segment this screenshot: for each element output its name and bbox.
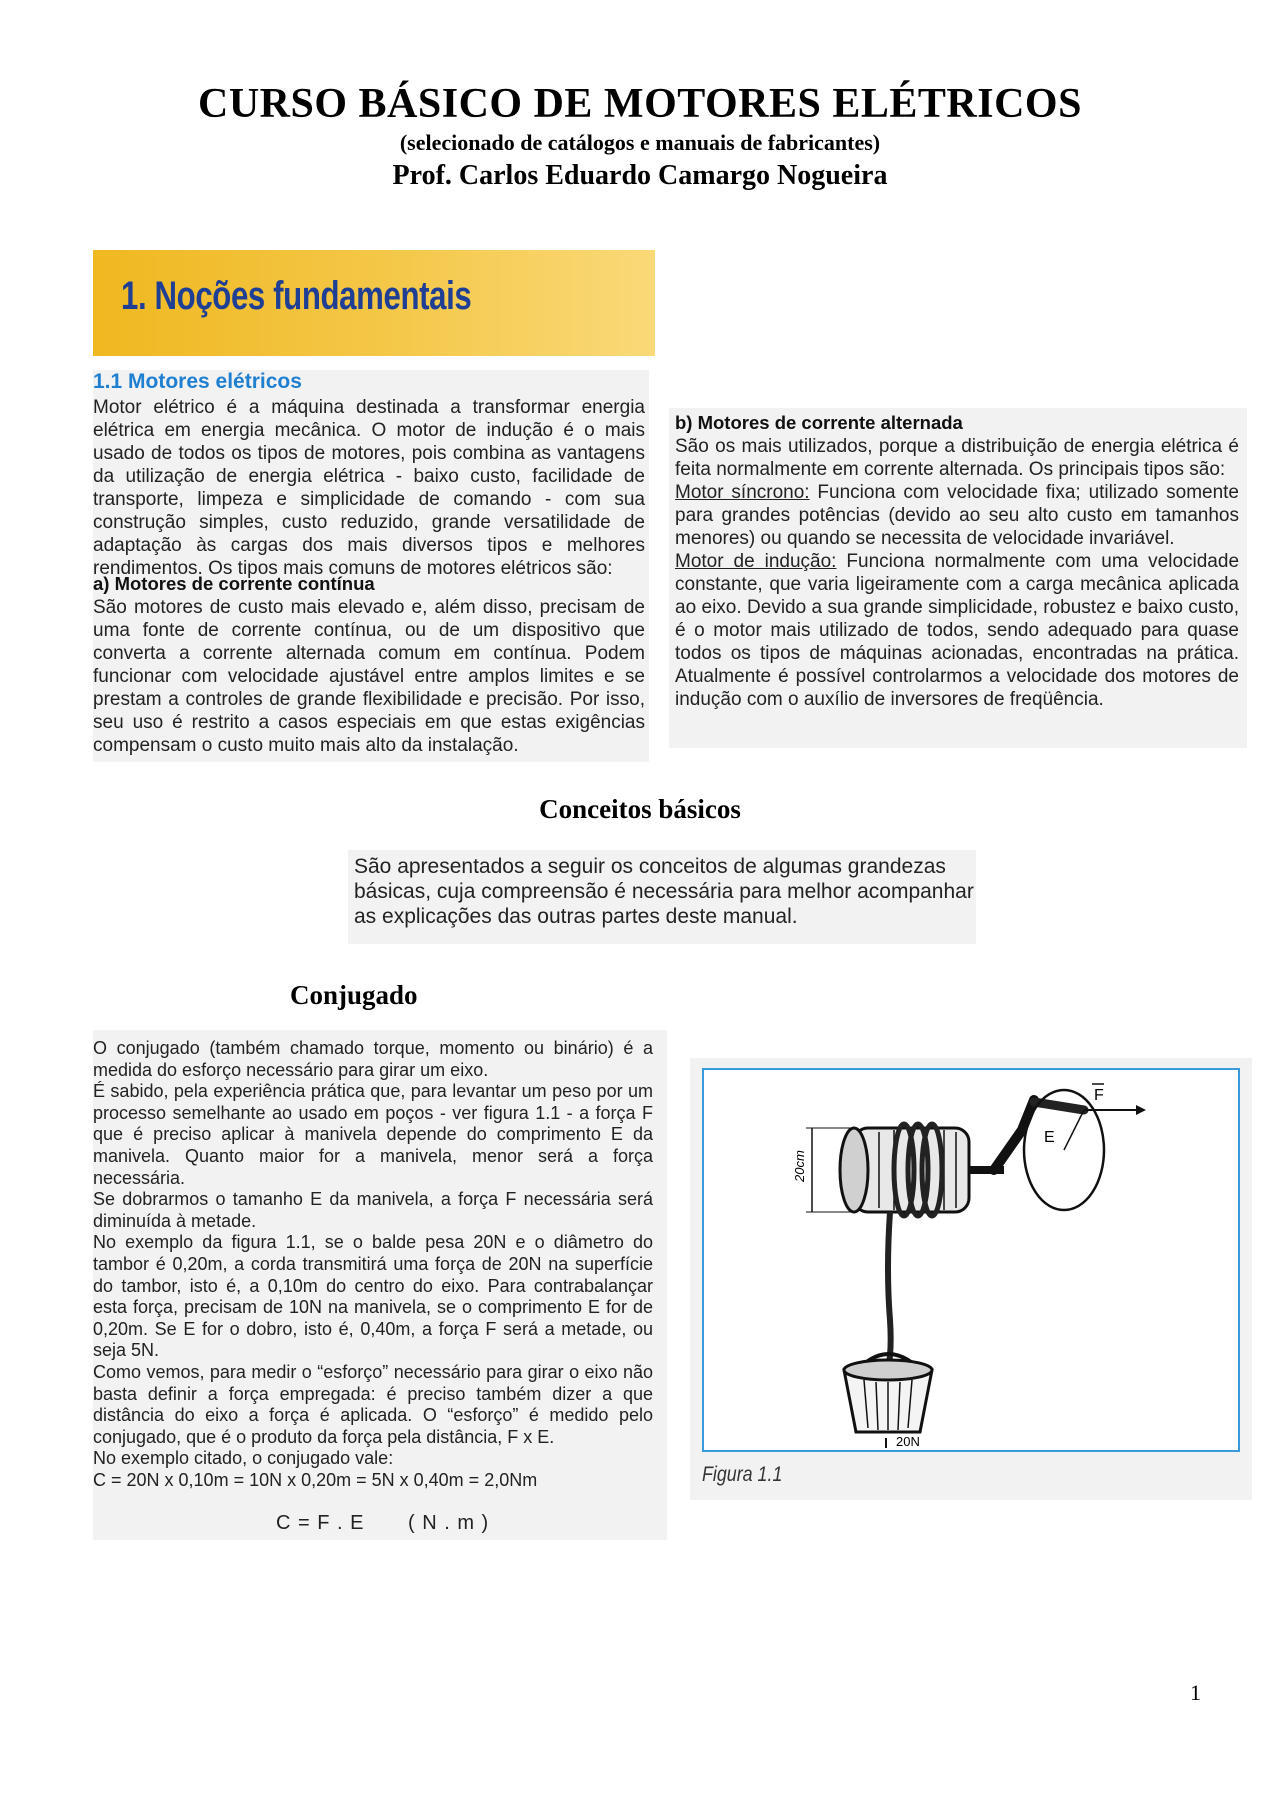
torque-formula: C = F . E <box>276 1512 365 1534</box>
ac-motors-heading: b) Motores de corrente alternada <box>675 412 963 433</box>
dc-motors-heading: a) Motores de corrente contínua <box>93 573 375 594</box>
drum-diameter-label: 20cm <box>792 1150 807 1182</box>
winch-illustration <box>704 1070 1238 1450</box>
sync-motor-label: Motor síncrono: <box>675 482 810 503</box>
torque-paragraph: É sabido, pela experiência prática que, para levantar um peso por um processo semelhante ao usado em poços - ver figura 1.1 - a força F que é preciso aplicar à manivela depende do comprimento E da manivela. Quanto maior for a manivela, menor será a força necessária. <box>93 1081 653 1188</box>
figure-caption: Figura 1.1 <box>702 1463 783 1486</box>
weight-label: 20N <box>896 1434 920 1449</box>
intro-paragraph <box>93 396 645 580</box>
torque-equation: C = 20N x 0,10m = 10N x 0,20m = 5N x 0,40m = 2,0Nm <box>93 1469 538 1490</box>
section-ac-motors <box>669 408 1247 748</box>
dc-motors-paragraph <box>93 596 645 757</box>
page-number: 1 <box>1190 1680 1201 1705</box>
ac-motors-intro: São os mais utilizados, porque a distribuição de energia elétrica é feita normalmente em corrente alternada. Os principais tipos são: <box>675 436 1239 480</box>
crank-handle <box>1034 1102 1084 1110</box>
torque-formula-units: ( N . m ) <box>408 1512 490 1534</box>
drum-end <box>840 1128 868 1212</box>
document-author: Prof. Carlos Eduardo Camargo Nogueira <box>392 160 888 191</box>
rope <box>888 1212 891 1370</box>
intro-text: Motor elétrico é a máquina destinada a transformar energia elétrica em energia mecânica. O motor de indução é o mais usado de todos os tipos de motores, pois combina as vantagens da utilização de energia elétrica - baixo custo, facilidade de transporte, limpeza e simplicidade de comando - com sua construção simples, custo reduzido, grande versatilidade de adaptação às cargas dos mais diversos tipos e melhores rendimentos. Os tipos mais comuns de motores elétricos são: <box>93 397 645 579</box>
crank-radius <box>1064 1110 1084 1150</box>
induction-motor-paragraph <box>675 550 1239 711</box>
bucket-rim <box>844 1360 932 1380</box>
concepts-panel <box>348 850 976 944</box>
chapter-title: 1. Noções fundamentais <box>121 274 472 318</box>
sync-motor-paragraph <box>675 481 1239 550</box>
dc-motors-text: São motores de custo mais elevado e, além disso, precisam de uma fonte de corrente contínua, ou de um dispositivo que converta a corrente alternada comum em contínua. Podem funcionar com velocidade ajustável entre amplos limites e se prestam a controles de grande flexibilidade e precisão. Por isso, seu uso é restrito a casos especiais em que estas exigências compensam o custo muito mais alto da instalação. <box>93 597 645 756</box>
torque-text-block <box>93 1038 653 1491</box>
ac-motors-paragraph <box>675 435 1239 711</box>
torque-paragraph: Como vemos, para medir o “esforço” necessário para girar o eixo não basta definir a força empregada: é preciso também dizer a que distância do eixo a força é aplicada. O “esforço” é medido pelo conjugado, que é o produto da força pela distância, F x E. <box>93 1361 653 1447</box>
section-heading: 1.1 Motores elétricos <box>93 370 302 393</box>
document-subtitle: (selecionado de catálogos e manuais de fabricantes) <box>399 130 881 155</box>
section-motores-eletricos <box>93 370 649 762</box>
document-title: CURSO BÁSICO DE MOTORES ELÉTRICOS <box>198 81 1082 127</box>
torque-paragraph: Se dobrarmos o tamanho E da manivela, a força F necessária será diminuída à metade. <box>93 1189 653 1231</box>
concepts-text: São apresentados a seguir os conceitos de algumas grandezas básicas, cuja compreensão é necessária para melhor acompanhar as explicações das outras partes deste manual. <box>354 855 974 928</box>
force-arrowhead <box>1136 1105 1146 1115</box>
torque-paragraph: No exemplo da figura 1.1, se o balde pesa 20N e o diâmetro do tambor é 0,20m, a corda transmitirá uma força de 20N na superfície do tambor, isto é, a 0,10m do centro do eixo. Para contrabalançar esta força, precisam de 10N na manivela, se o comprimento E for de 0,20m. Se E for o dobro, isto é, 0,40m, a força F será a metade, ou seja 5N. <box>93 1232 653 1361</box>
torque-paragraph: No exemplo citado, o conjugado vale: <box>93 1448 394 1469</box>
force-label: F <box>1094 1087 1104 1104</box>
figure-1-1 <box>702 1068 1240 1452</box>
concepts-heading: Conceitos básicos <box>539 794 741 824</box>
arm-length-label: E <box>1044 1129 1055 1146</box>
chapter-banner <box>93 250 655 356</box>
torque-heading: Conjugado <box>290 980 418 1010</box>
induction-motor-label: Motor de indução: <box>675 551 837 572</box>
crank-arm <box>994 1100 1034 1170</box>
torque-paragraph: O conjugado (também chamado torque, momento ou binário) é a medida do esforço necessário para girar um eixo. <box>93 1038 653 1080</box>
torque-panel <box>93 1030 667 1540</box>
sync-motor-text: Funciona com velocidade fixa; utilizado somente para grandes potências (devido ao seu alto custo em tamanhos menores) ou quando se necessita de velocidade invariável. <box>675 482 1239 549</box>
induction-motor-text: Funciona normalmente com uma velocidade constante, que varia ligeiramente com a carga mecânica aplicada ao eixo. Devido a sua grande simplicidade, robustez e baixo custo, é o motor mais utilizado de todos, sendo adequado para quase todos os tipos de máquinas acionadas, encontradas na prática. Atualmente é possível controlarmos a velocidade dos motores de indução com o auxílio de inversores de freqüência. <box>675 551 1240 710</box>
